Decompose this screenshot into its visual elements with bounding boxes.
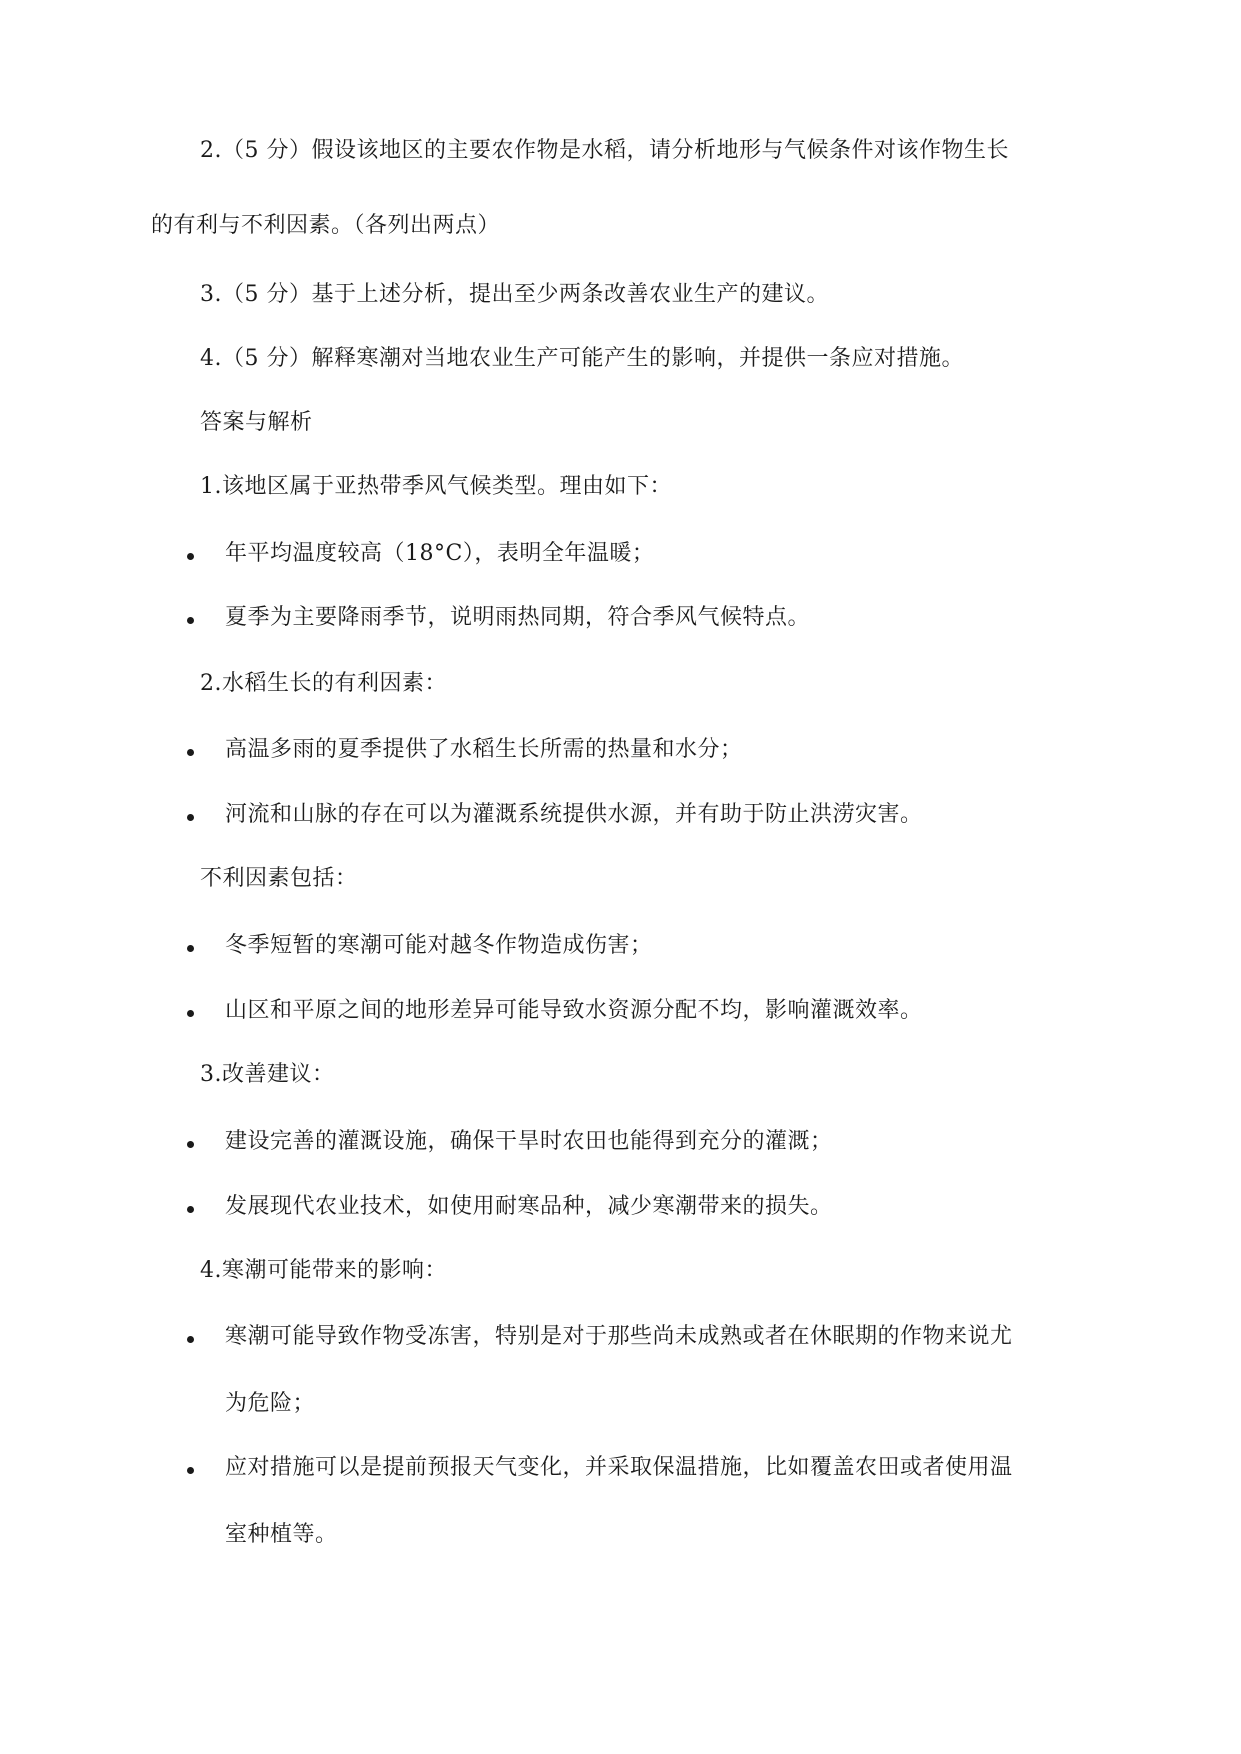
answer-3-heading: 3.改善建议： — [200, 1062, 335, 1087]
bullet-icon — [187, 1206, 194, 1213]
bullet-icon — [187, 1141, 194, 1148]
answer-4-bullet-2-line-1: 应对措施可以是提前预报天气变化，并采取保温措施，比如覆盖农田或者使用温 — [225, 1455, 1013, 1480]
bullet-icon — [187, 1336, 194, 1343]
answer-2-sub-bullet-1: 冬季短暂的寒潮可能对越冬作物造成伤害； — [225, 933, 653, 958]
answer-4-bullet-2-line-2: 室种植等。 — [225, 1522, 338, 1547]
answer-1-heading: 1.该地区属于亚热带季风气候类型。理由如下： — [200, 474, 672, 499]
bullet-icon — [187, 814, 194, 821]
answer-2-sub-bullet-2: 山区和平原之间的地形差异可能导致水资源分配不均，影响灌溉效率。 — [225, 998, 923, 1023]
bullet-icon — [187, 749, 194, 756]
answer-4-bullet-1-line-2: 为危险； — [225, 1391, 316, 1416]
answer-3-bullet-2: 发展现代农业技术，如使用耐寒品种，减少寒潮带来的损失。 — [225, 1194, 833, 1219]
bullet-icon — [187, 553, 194, 560]
answer-2-bullet-2: 河流和山脉的存在可以为灌溉系统提供水源，并有助于防止洪涝灾害。 — [225, 802, 923, 827]
question-2-line-1: 2.（5 分）假设该地区的主要农作物是水稻，请分析地形与气候条件对该作物生长 — [200, 138, 1009, 163]
bullet-icon — [187, 945, 194, 952]
question-2-line-2: 的有利与不利因素。（各列出两点） — [151, 213, 501, 238]
answer-2-subheading: 不利因素包括： — [200, 866, 358, 891]
question-3: 3.（5 分）基于上述分析，提出至少两条改善农业生产的建议。 — [200, 282, 829, 307]
bullet-icon — [187, 1467, 194, 1474]
answer-1-bullet-1: 年平均温度较高（18°C），表明全年温暖； — [225, 541, 655, 566]
bullet-icon — [187, 1010, 194, 1017]
answer-2-bullet-1: 高温多雨的夏季提供了水稻生长所需的热量和水分； — [225, 737, 743, 762]
answer-heading: 答案与解析 — [200, 410, 313, 435]
answer-3-bullet-1: 建设完善的灌溉设施，确保干旱时农田也能得到充分的灌溉； — [225, 1129, 833, 1154]
answer-2-heading: 2.水稻生长的有利因素： — [200, 671, 447, 696]
answer-1-bullet-2: 夏季为主要降雨季节，说明雨热同期，符合季风气候特点。 — [225, 605, 811, 630]
answer-4-bullet-1-line-1: 寒潮可能导致作物受冻害，特别是对于那些尚未成熟或者在休眠期的作物来说尤 — [225, 1324, 1013, 1349]
bullet-icon — [187, 617, 194, 624]
question-4: 4.（5 分）解释寒潮对当地农业生产可能产生的影响，并提供一条应对措施。 — [200, 346, 964, 371]
answer-4-heading: 4.寒潮可能带来的影响： — [200, 1258, 447, 1283]
